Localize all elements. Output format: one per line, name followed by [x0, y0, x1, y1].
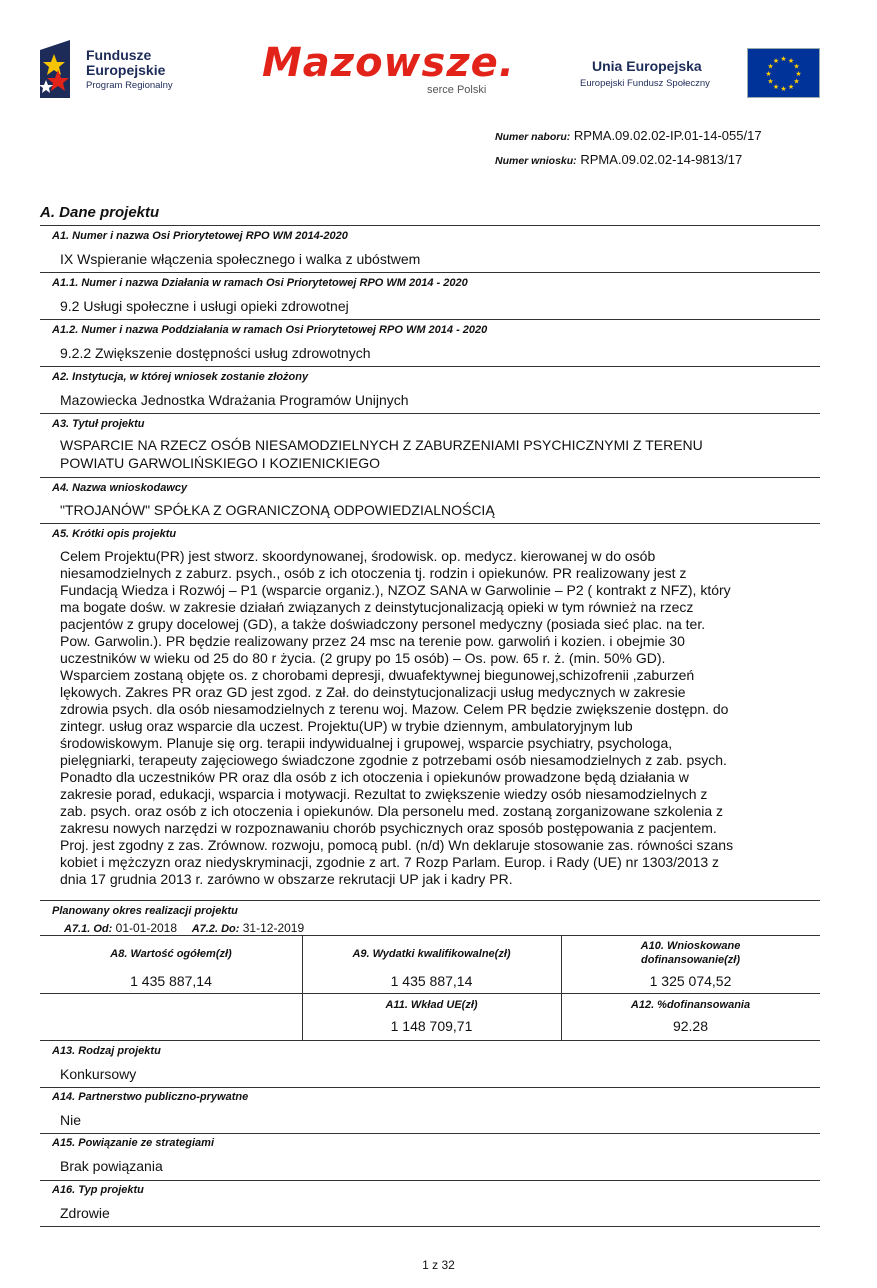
fe-logo-line2: Europejskie [86, 62, 166, 78]
a2-label: A2. Instytucja, w której wniosek zostanie złożony [52, 371, 309, 383]
svg-text:★: ★ [765, 70, 772, 78]
fe-logo-line3: Program Regionalny [86, 80, 173, 91]
a10-label-line2: dofinansowanie(zł) [641, 954, 740, 966]
mazowsze-logo-sub: serce Polski [427, 84, 487, 96]
a7-2-value: 31-12-2019 [242, 921, 305, 935]
a5-description-line: dnia 17 grudnia 2013 r. zarówno w obszarze rekrutacji UP jak i kadry PR. [60, 871, 513, 887]
a15-label: A15. Powiązanie ze strategiami [52, 1137, 215, 1149]
a5-description-line: zakresie porad, edukacji, wsparcia i motywacji. Rezultat to zwiększenie wiedzy osób niesamodzielnych z [60, 786, 708, 802]
eu-logo-text [580, 58, 710, 89]
a15-value: Brak powiązania [60, 1158, 163, 1174]
svg-text:★: ★ [772, 57, 780, 65]
a11-label: A11. Wkład UE(zł) [385, 999, 478, 1011]
a5-description-line: Proj. jest zgodny z zas. Zrównow. rozwoju, pomocą publ. (n/d) Wn deklaruje stosowanie zas. równości szans [60, 837, 734, 853]
svg-text:★: ★ [787, 57, 795, 65]
a3-value-line2: POWIATU GARWOLIŃSKIEGO I KOZIENICKIEGO [60, 455, 380, 471]
fundusze-europejskie-logo [40, 40, 200, 100]
a13-value: Konkursowy [60, 1066, 137, 1082]
a5-description-line: Celem Projektu(PR) jest stworz. skoordynowanej, środowisk. op. medycz. kierowanej w do osób [60, 548, 656, 564]
a3-value-line1: WSPARCIE NA RZECZ OSÓB NIESAMODZIELNYCH Z ZABURZENIAMI PSYCHICZNYMI Z TERENU [60, 437, 703, 453]
a5-description-line: pacjentów z grupy docelowej (GD), a także doświadczony personel medyczny (posiada sieć plac. na ter. [60, 616, 706, 632]
a5-description-line: zab. psych. oraz osób z ich otoczenia i opiekunów. Dla personelu med. zostaną zorganizowane szkolenia z [60, 803, 724, 819]
wniosek-number [495, 152, 742, 167]
document-header [0, 0, 877, 110]
a12-label: A12. %dofinansowania [630, 999, 751, 1011]
a1-1-label: A1.1. Numer i nazwa Działania w ramach Osi Priorytetowej RPO WM 2014 - 2020 [52, 277, 468, 289]
a10-label [561, 939, 820, 967]
a5-description-line: zintegr. usług oraz wsparcie dla uczest. Projektu(UP) w trybie dziennym, ambulatoryjnym lub [60, 718, 633, 734]
svg-text:★: ★ [793, 77, 800, 86]
wniosek-value: RPMA.09.02.02-14-9813/17 [580, 152, 743, 167]
eu-logo-line2: Europejski Fundusz Społeczny [580, 78, 710, 89]
section-title: A. Dane projektu [40, 204, 160, 221]
divider [40, 225, 820, 226]
divider [40, 413, 820, 414]
divider [40, 1087, 820, 1088]
a16-value: Zdrowie [60, 1205, 110, 1221]
divider [40, 272, 820, 273]
a7-1-label: A7.1. Od: [64, 923, 113, 935]
fe-logo-line1: Fundusze [86, 47, 152, 63]
a11-value: 1 148 709,71 [390, 1018, 473, 1034]
a5-label: A5. Krótki opis projektu [52, 528, 177, 540]
svg-text:★: ★ [780, 85, 787, 93]
svg-text:★: ★ [780, 55, 787, 63]
a4-value: "TROJANÓW" SPÓŁKA Z OGRANICZONĄ ODPOWIEDZIALNOŚCIĄ [60, 502, 495, 518]
a8-value: 1 435 887,14 [130, 973, 212, 989]
a10-label-line1: A10. Wnioskowane [640, 940, 741, 952]
a5-description-line: Fundacją Wiedza i Rozwój – P1 (wsparcie organiz.), NZOZ SANA w Garwolinie – P2 ( kontrakt z NFZ), który [60, 582, 731, 598]
mazowsze-logo [262, 40, 515, 100]
a5-description [60, 548, 810, 888]
svg-text:★: ★ [767, 62, 774, 71]
a5-description-line: Ponadto dla uczestników PR oraz dla osób z ich otoczenia i opiekunów prowadzone będą działania w [60, 769, 689, 785]
a5-description-line: lękowych. Zakres PR oraz GD jest zgod. z Zał. do deinstytucjonalizacji usług medycznych w zakresie [60, 684, 686, 700]
a5-description-line: kobiet i mężczyzn oraz niedyskryminacji, zgodnie z art. 7 Rozp Parlam. Europ. i Rady (UE) nr 1303/2013 z [60, 854, 720, 870]
a9-label: A9. Wydatki kwalifikowalne(zł) [352, 948, 511, 960]
divider [40, 366, 820, 367]
a7-dates [64, 921, 304, 935]
wniosek-label: Numer wniosku: [495, 155, 577, 167]
a10-value: 1 325 074,52 [649, 973, 732, 989]
a16-label: A16. Typ projektu [52, 1184, 144, 1196]
fe-logo-text [86, 48, 173, 93]
page-number: 1 z 32 [422, 1258, 455, 1272]
a14-value: Nie [60, 1112, 82, 1128]
svg-text:★: ★ [793, 62, 800, 71]
a5-description-line: uczestników w wieku od 25 do 80 r życia. (2 grupy po 15 osób) – Os. pow. 65 r. ż. (min. 50% GD). [60, 650, 666, 666]
eu-flag-icon [747, 48, 820, 98]
a1-value: IX Wspieranie włączenia społecznego i walka z ubóstwem [60, 251, 421, 267]
svg-text:★: ★ [787, 83, 795, 91]
svg-text:★: ★ [772, 83, 780, 91]
finance-grid-line [40, 1040, 820, 1041]
a5-description-line: zdrowia psych. dla osób niesamodzielnych z terenu woj. Mazow. Celem PR będzie zwiększenie dostępn. do [60, 701, 729, 717]
a7-2-label: A7.2. Do: [191, 923, 240, 935]
a1-label: A1. Numer i nazwa Osi Priorytetowej RPO WM 2014-2020 [52, 230, 348, 242]
svg-text:★: ★ [767, 77, 774, 86]
a5-description-line: niesamodzielnych z zaburz. psych., osób z ich otoczenia tj. rodzin i opiekunów. PR realizowany jest z [60, 565, 687, 581]
a1-1-value: 9.2 Usługi społeczne i usługi opieki zdrowotnej [60, 298, 349, 314]
mazowsze-logo-word: Mazowsze. [262, 40, 515, 86]
divider [40, 900, 820, 901]
a9-value: 1 435 887,14 [390, 973, 473, 989]
a5-description-line: Pow. Garwolin.). PR będzie realizowany przez 24 msc na terenie pow. garwoliń i kozien. i obejmie 30 [60, 633, 685, 649]
a14-label: A14. Partnerstwo publiczno-prywatne [52, 1091, 249, 1103]
a5-description-line: ma bogate dośw. w zakresie działań związanych z deinstytucjonalizacją opieki w tym również na rzecz [60, 599, 694, 615]
a3-label: A3. Tytuł projektu [52, 418, 145, 430]
a7-label: Planowany okres realizacji projektu [52, 905, 238, 917]
a5-description-line: środowiskowym. Planuje się org. terapii indywidualnej i grupowej, wsparcie psychiatry, psychologa, [60, 735, 673, 751]
divider [40, 319, 820, 320]
finance-grid-line [40, 993, 820, 994]
nabor-number [495, 128, 762, 143]
a1-2-value: 9.2.2 Zwiększenie dostępności usług zdrowotnych [60, 345, 371, 361]
a2-value: Mazowiecka Jednostka Wdrażania Programów Unijnych [60, 392, 409, 408]
a5-description-line: Wsparciem zostaną objęte os. z chorobami depresji, dwuafektywnej biegunowej,schizofrenii ,zaburzeń [60, 667, 695, 683]
nabor-value: RPMA.09.02.02-IP.01-14-055/17 [573, 128, 762, 143]
divider [40, 1226, 820, 1227]
divider [40, 1133, 820, 1134]
finance-grid-line [40, 935, 820, 936]
divider [40, 477, 820, 478]
a8-label: A8. Wartość ogółem(zł) [110, 948, 232, 960]
divider [40, 1180, 820, 1181]
a7-1-value: 01-01-2018 [115, 921, 178, 935]
divider [40, 523, 820, 524]
a12-value: 92.28 [672, 1018, 709, 1034]
svg-text:★: ★ [795, 70, 802, 78]
a13-label: A13. Rodzaj projektu [52, 1045, 161, 1057]
a5-description-line: zakresu nowych narzędzi w rozpoznawaniu chorób psychicznych oraz sposób postępowania z pacjentem. [60, 820, 717, 836]
a4-label: A4. Nazwa wnioskodawcy [52, 482, 188, 494]
fe-stars-icon [40, 40, 76, 98]
a1-2-label: A1.2. Numer i nazwa Poddziałania w ramach Osi Priorytetowej RPO WM 2014 - 2020 [52, 324, 488, 336]
nabor-label: Numer naboru: [495, 131, 571, 143]
eu-logo-line1: Unia Europejska [592, 58, 702, 74]
a5-description-line: pielęgniarki, terapeuty zajęciowego świadczone zgodnie z potrzebami osób niesamodzielnych z zab. psych. [60, 752, 727, 768]
